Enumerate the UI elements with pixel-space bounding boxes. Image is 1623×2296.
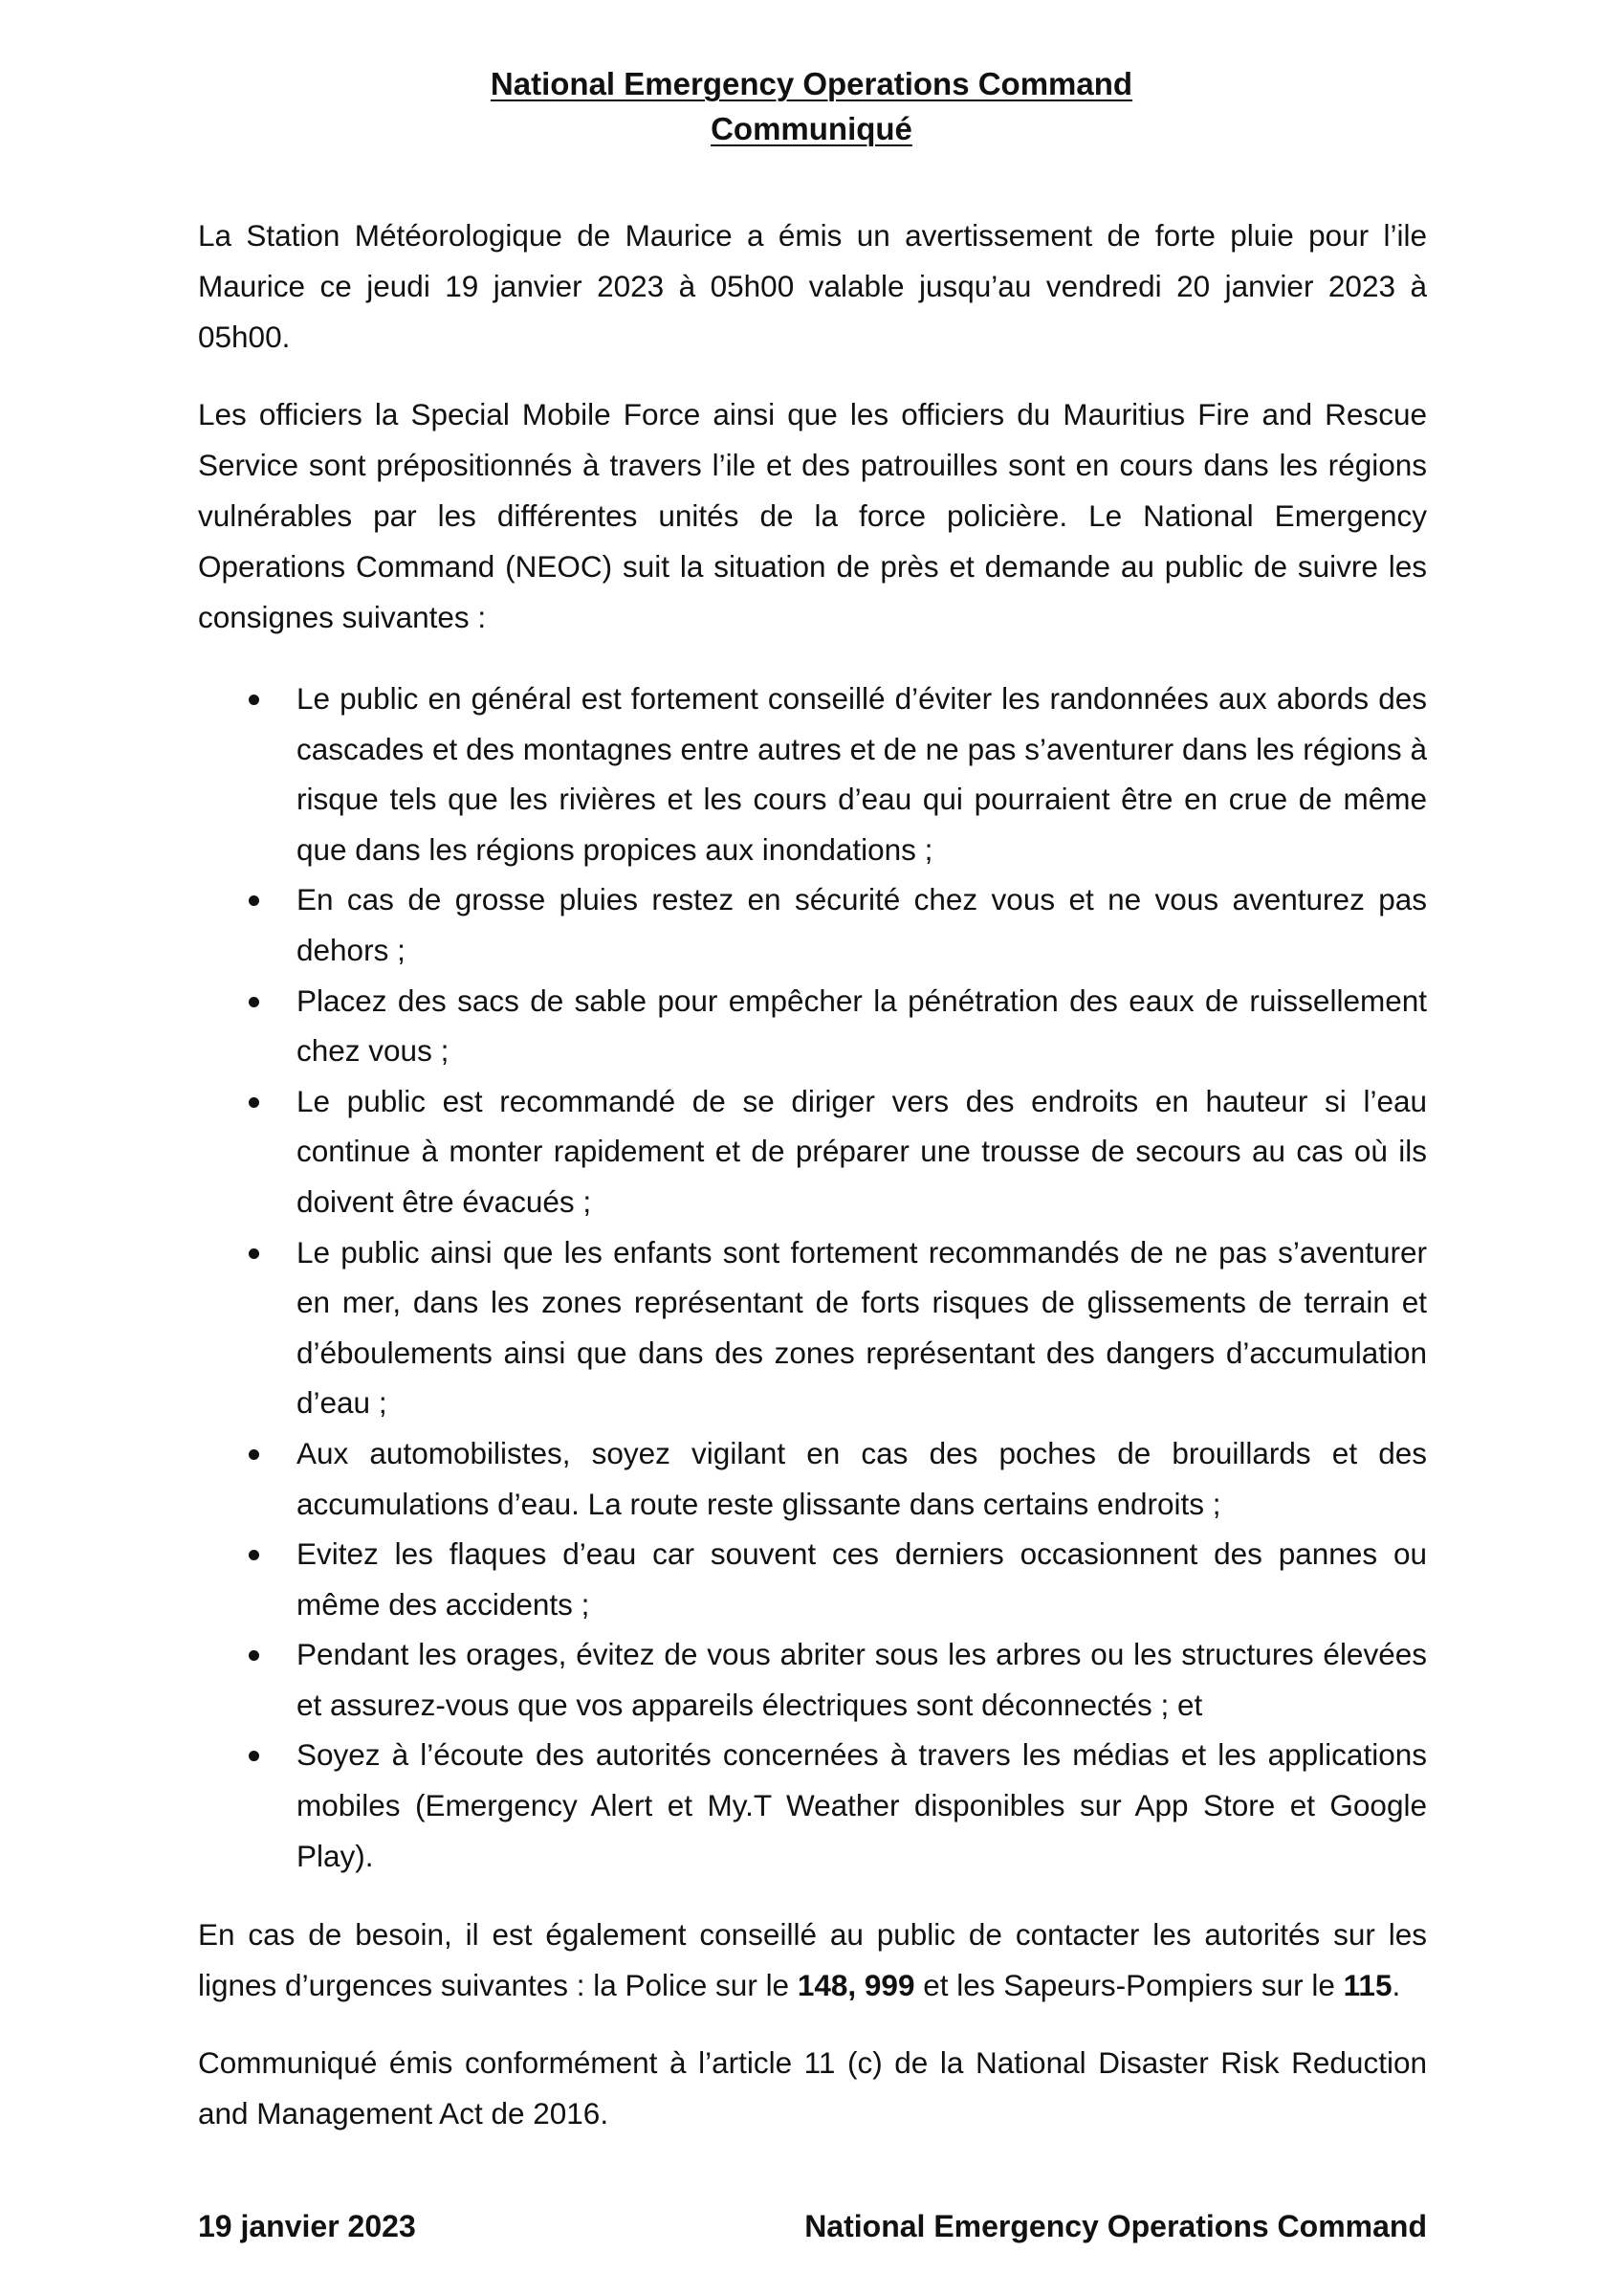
bullet-icon [249,695,259,705]
document-subtitle: Communiqué [711,111,912,146]
bullet-icon [249,1650,259,1661]
list-item-text: En cas de grosse pluies restez en sécurité chez vous et ne vous aventurez pas dehors ; [296,882,1427,967]
footer-organization: National Emergency Operations Command [804,2209,1427,2243]
footer-date: 19 janvier 2023 [198,2209,416,2243]
list-item-text: Soyez à l’écoute des autorités concernées à travers les médias et les applications mobiles (Emergency Alert et My.T Weather disponibles sur App Store et Google Play). [296,1737,1427,1873]
list-item-text: Placez des sacs de sable pour empêcher la pénétration des eaux de ruissellement chez vous ; [296,982,1427,1069]
legal-paragraph: Communiqué émis conformément à l’article 11 (c) de la National Disaster Risk Reduction and Management Act de 2016. [198,2045,1427,2131]
document-header [0,61,1623,151]
list-item [296,1730,1427,1881]
fire-number: 115 [1343,1968,1393,2003]
list-item-text: Le public en général est fortement conseillé d’éviter les randonnées aux abords des cascades et des montagnes entre autres et de ne pas s’aventurer dans les régions à risque tels que les rivières et les cours d’eau qui pourraient être en crue de même que dans les régions propices aux inondations ; [296,681,1427,867]
list-item [296,1529,1427,1629]
header-title-line [0,61,1623,106]
officers-paragraph: Les officiers la Special Mobile Force ainsi que les officiers du Mauritius Fire and Rescue Service sont prépositionnés à travers l’ile et des patrouilles sont en cours dans les régions vulnérables par les différentes unités de la force policière. Le National Emergency Operations Command (NEOC) suit la situation de près et demande au public de suivre les consignes suivantes : [198,397,1427,634]
list-item-text: Le public est recommandé de se diriger vers des endroits en hauteur si l’eau continue à monter rapidement et de préparer une trousse de secours au cas où ils doivent être évacués ; [296,1083,1427,1219]
document-footer [198,2209,1427,2257]
bullet-icon [249,1248,259,1259]
list-item [296,673,1427,874]
contacts-text-middle: et les Sapeurs-Pompiers sur le [914,1968,1344,2003]
list-item [296,976,1427,1076]
document-body [198,210,1427,2166]
list-item-text: Aux automobilistes, soyez vigilant en cas des poches de brouillards et des accumulations d’eau. La route reste glissante dans certains endroits ; [296,1435,1427,1521]
document-title: National Emergency Operations Command [490,66,1133,101]
header-subtitle-line [0,106,1623,151]
list-item [296,1428,1427,1529]
list-item [296,874,1427,975]
list-item-text: Le public ainsi que les enfants sont fortement recommandés de ne pas s’aventurer en mer, dans les zones représentant de forts risques de glissements de terrain et d’éboulements ainsi que dans des zones représentant des dangers d’accumulation d’eau ; [296,1234,1427,1421]
list-item-text: Evitez les flaques d’eau car souvent ces derniers occasionnent des pannes ou même des accidents ; [296,1536,1427,1622]
bullet-icon [249,895,259,906]
list-item-text: Pendant les orages, évitez de vous abriter sous les arbres ou les structures élevées et assurez-vous que vos appareils électriques sont déconnectés ; et [296,1637,1427,1722]
list-item [296,1076,1427,1227]
list-item [296,1227,1427,1428]
list-item [296,1629,1427,1730]
police-numbers: 148, 999 [797,1968,915,2003]
advice-list [198,673,1427,1881]
bullet-icon [249,1751,259,1761]
contacts-text-after: . [1392,1968,1401,2003]
bullet-icon [249,997,259,1007]
bullet-icon [249,1097,259,1108]
contacts-text-before: En cas de besoin, il est également conseillé au public de contacter les autorités sur les lignes d’urgences suivantes : la Police sur le [198,1917,1427,2003]
intro-paragraph: La Station Météorologique de Maurice a émis un avertissement de forte pluie pour l’ile Maurice ce jeudi 19 janvier 2023 à 05h00 valable jusqu’au vendredi 20 janvier 2023 à 05h00. [198,218,1427,354]
contacts-paragraph [198,1910,1427,2011]
bullet-icon [249,1550,259,1560]
bullet-icon [249,1449,259,1460]
